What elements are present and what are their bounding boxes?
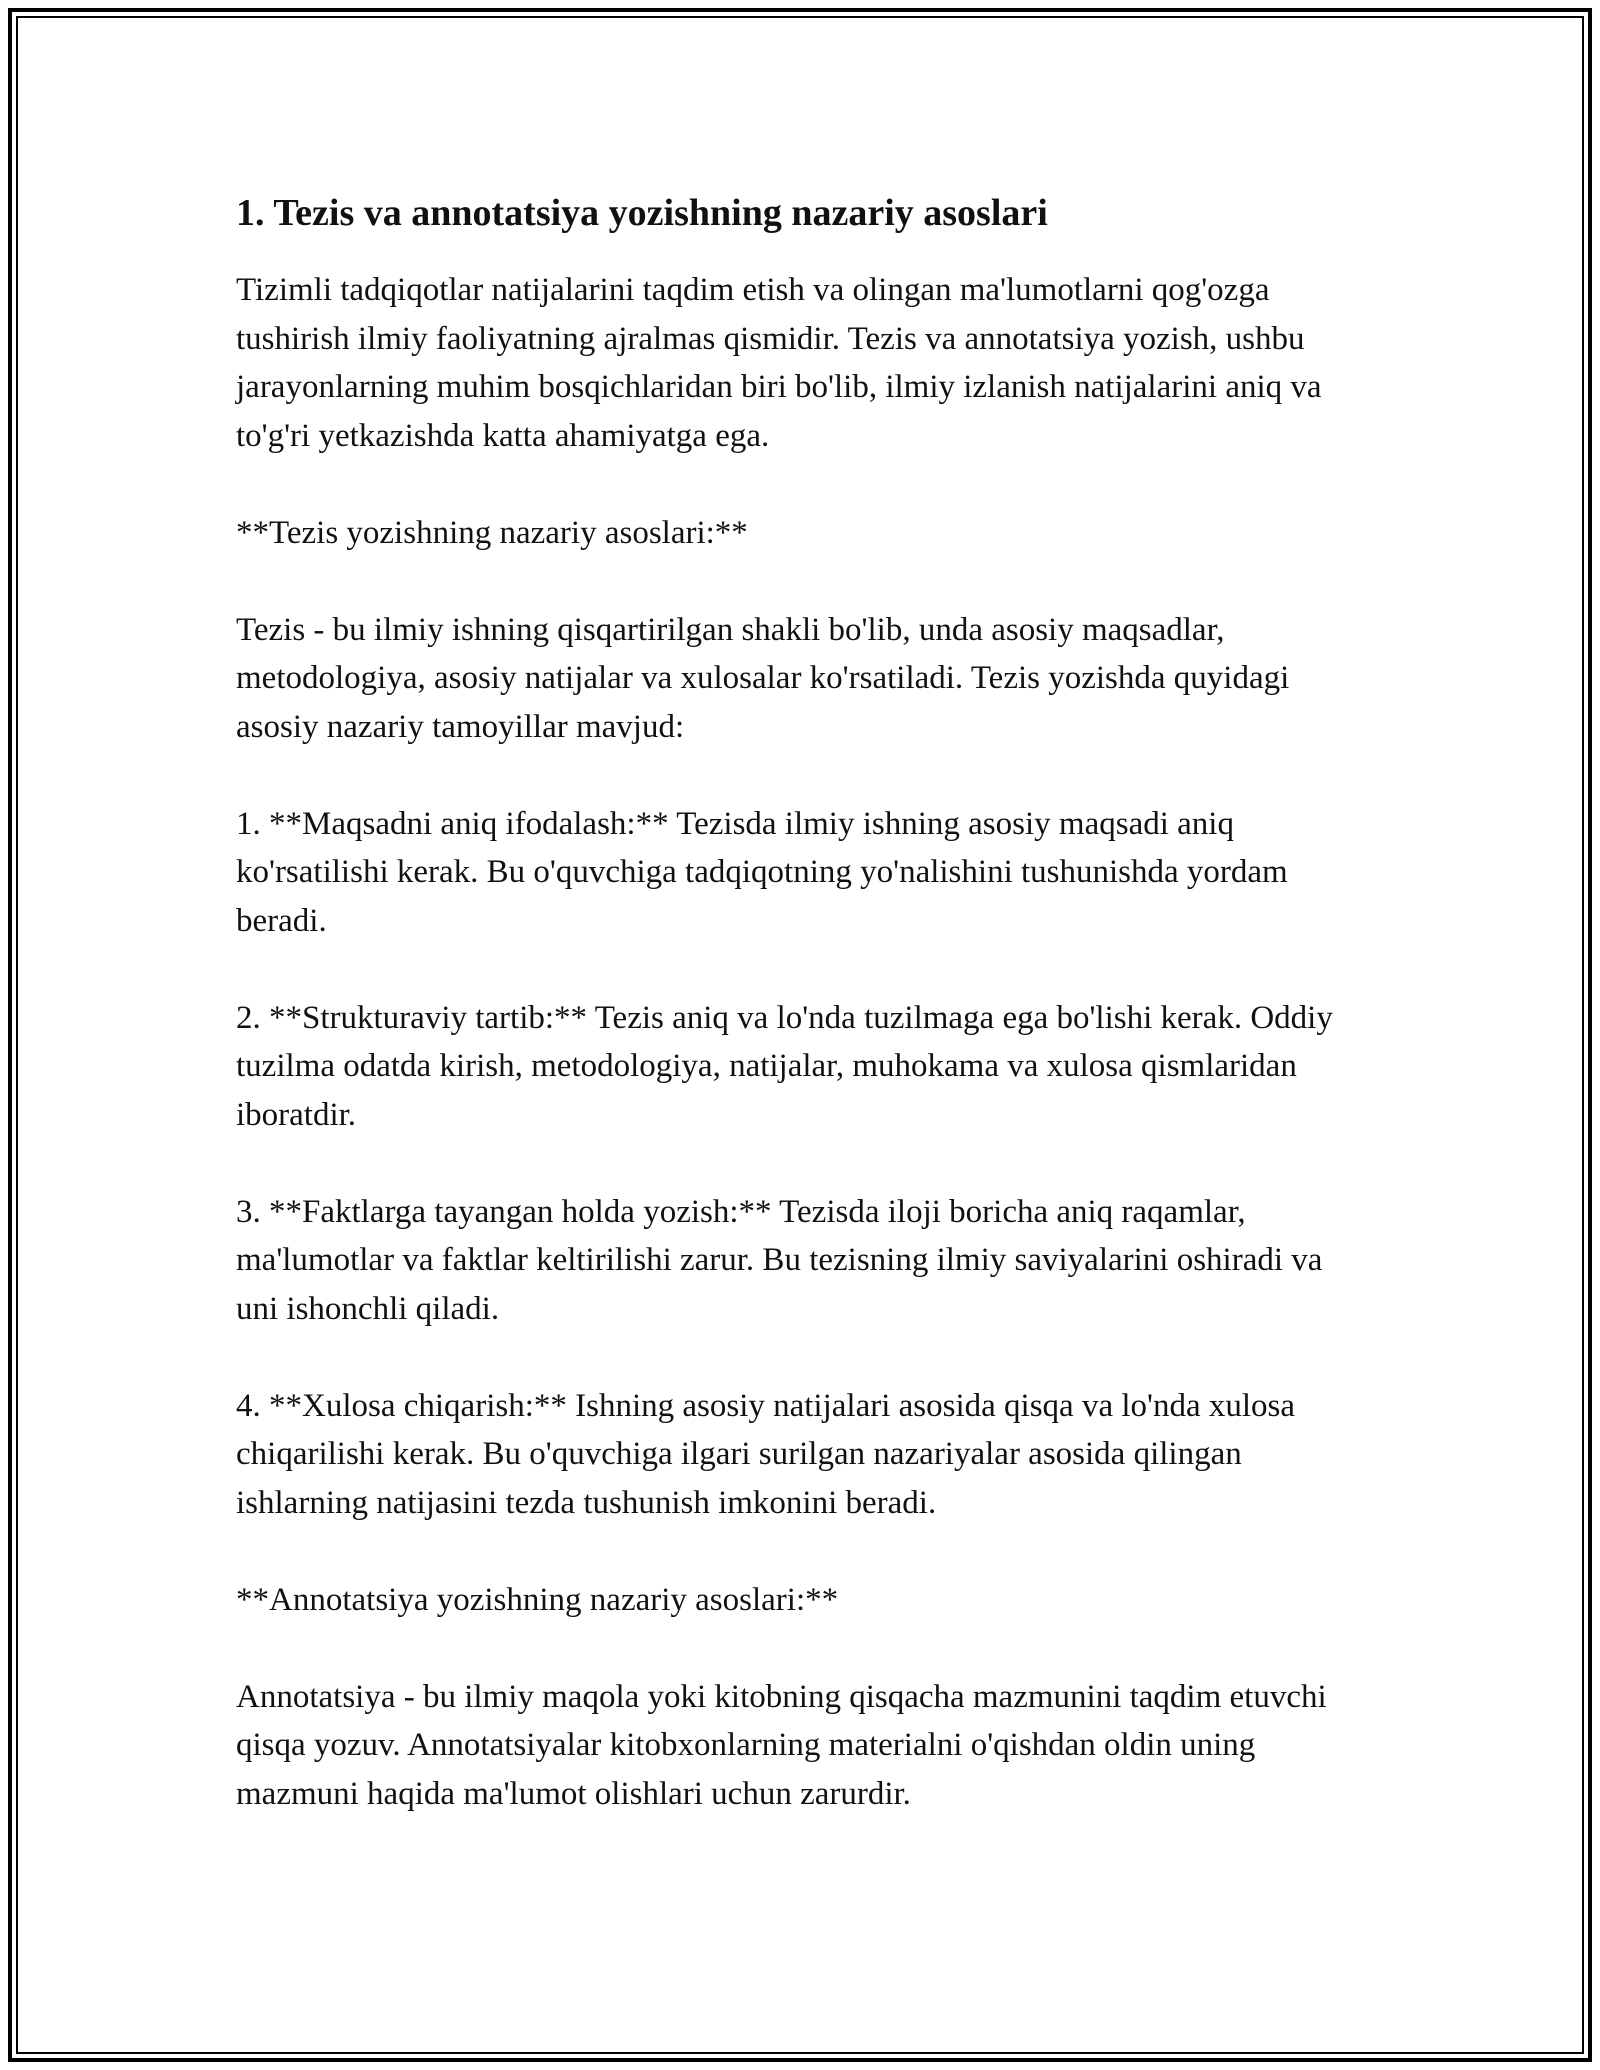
principle-item-4: 4. **Xulosa chiqarish:** Ishning asosiy natijalari asosida qisqa va lo'nda xulosa chiqarilishi kerak. Bu o'quvchiga ilgari surilgan nazariyalar asosida qilingan ishlarning natijasini tezda tushunish imkonini beradi. [236,1387,1296,1521]
document-body [236,190,1366,1867]
section-heading: 1. Tezis va annotatsiya yozishning nazariy asoslari [236,192,1048,234]
annotation-subheading: **Annotatsiya yozishning nazariy asoslari:** [236,1581,839,1618]
thesis-subheading: **Tezis yozishning nazariy asoslari:** [236,514,748,551]
intro-paragraph: Tizimli tadqiqotlar natijalarini taqdim etish va olingan ma'lumotlarni qog'ozga tushirish ilmiy faoliyatning ajralmas qismidir. Tezis va annotatsiya yozish, ushbu jarayonlarning muhim bosqichlaridan biri bo'lib, ilmiy izlanish natijalarini aniq va to'g'ri yetkazishda katta ahamiyatga ega. [236,272,1322,454]
principle-item-2: 2. **Strukturaviy tartib:** Tezis aniq va lo'nda tuzilmaga ega bo'lishi kerak. Oddiy tuzilma odatda kirish, metodologiya, natijalar, muhokama va xulosa qismlaridan iboratdir. [236,999,1333,1133]
principle-item-1: 1. **Maqsadni aniq ifodalash:** Tezisda ilmiy ishning asosiy maqsadi aniq ko'rsatilishi kerak. Bu o'quvchiga tadqiqotning yo'nalishini tushunishda yordam beradi. [236,805,1288,939]
annotation-definition-paragraph: Annotatsiya - bu ilmiy maqola yoki kitobning qisqacha mazmunini taqdim etuvchi qisqa yozuv. Annotatsiyalar kitobxonlarning materialni o'qishdan oldin uning mazmuni haqida ma'lumot olishlari uchun zarurdir. [236,1678,1327,1812]
principle-item-3: 3. **Faktlarga tayangan holda yozish:** Tezisda iloji boricha aniq raqamlar, ma'lumotlar va faktlar keltirilishi zarur. Bu tezisning ilmiy saviyalarini oshiradi va uni ishonchli qiladi. [236,1193,1323,1327]
thesis-definition-paragraph: Tezis - bu ilmiy ishning qisqartirilgan shakli bo'lib, unda asosiy maqsadlar, metodologiya, asosiy natijalar va xulosalar ko'rsatiladi. Tezis yozishda quyidagi asosiy nazariy tamoyillar mavjud: [236,611,1290,745]
